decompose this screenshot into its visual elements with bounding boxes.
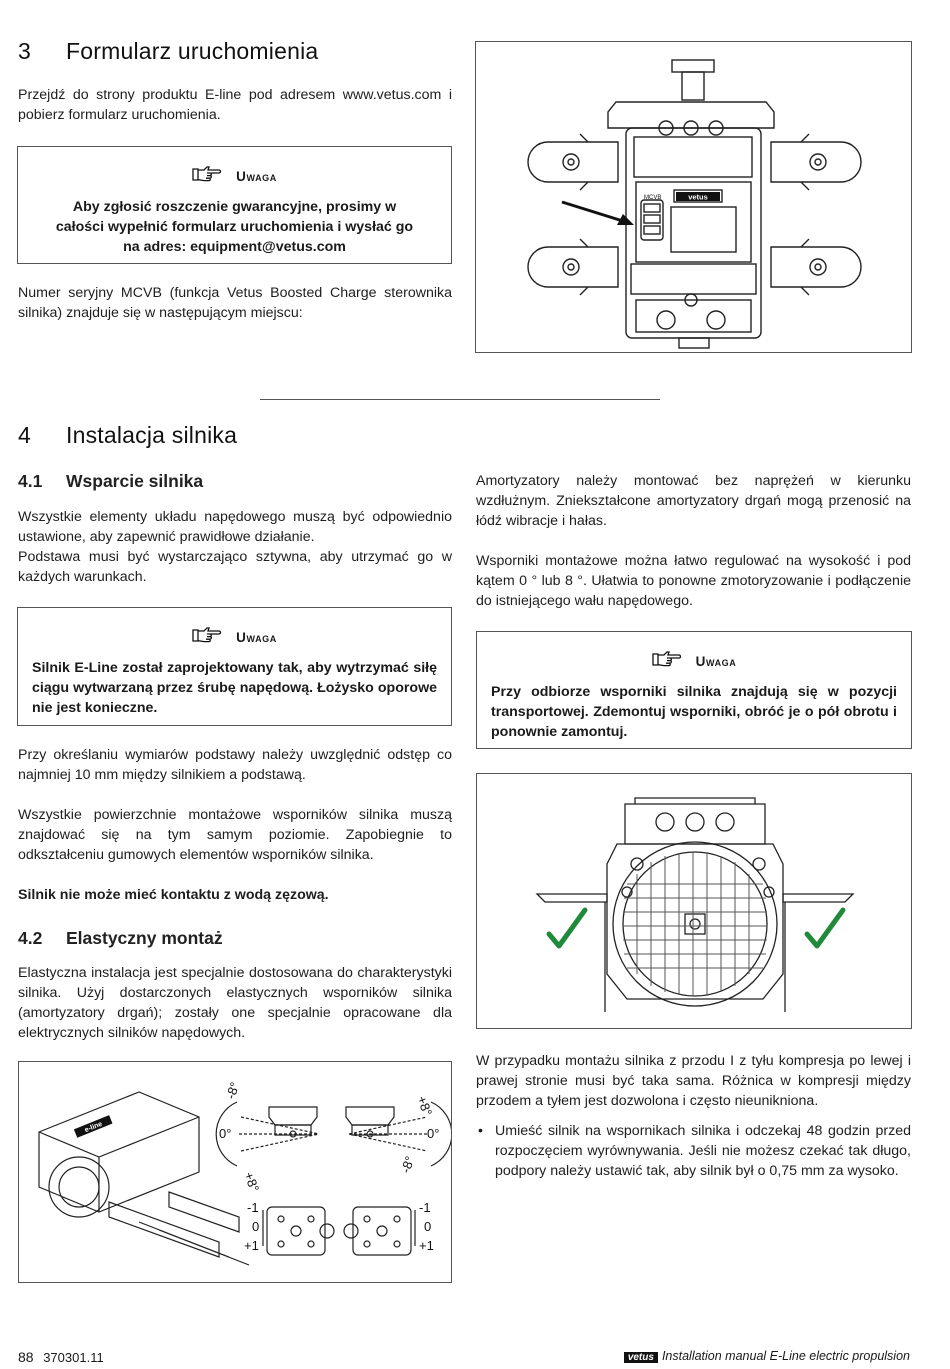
eline-badge: e-line	[83, 1120, 104, 1135]
section-3-heading	[18, 38, 318, 65]
notice-box-transport	[476, 631, 912, 749]
support-paragraph-3: Przy określaniu wymiarów podstawy należy uwzględnić odstęp co najmniej 10 mm między silnikiem a podstawą.	[18, 747, 452, 783]
angle-plus-right: +8°	[414, 1093, 436, 1118]
subsection-number: 4.2	[18, 928, 43, 948]
compression-paragraph: W przypadku montażu silnika z przodu I z tyłu kompresja po lewej i prawej stronie musi być taka sama. Różnica w kompresji między przodem a tyłem jest dozwolona i często nieunikniona.	[476, 1053, 911, 1109]
mcvb-label: MCVB	[644, 195, 662, 201]
notice-label: Uwaga	[236, 630, 277, 645]
notice-text: Aby zgłosić roszczenie gwarancyjne, prosimy w całości wypełnić formularz uruchomienia i wysłać go na adres: equipment@vetus.com	[55, 199, 414, 255]
brackets-paragraph: Wsporniki montażowe można łatwo regulować na wysokość i pod kątem 0 ° lub 8 °. Ułatwia to ponowne zmotoryzowanie i podłączenie do istniejącego wału napędowego.	[476, 553, 911, 609]
support-paragraph-1: Wszystkie elementy układu napędowego muszą być odpowiednio ustawione, aby zapewnić prawidłowe działanie.	[18, 509, 452, 545]
motor-front-drawing	[477, 774, 912, 1029]
section-number: 4	[18, 422, 31, 448]
angle-zero-right: 0°	[427, 1126, 440, 1141]
notice-box-warranty	[17, 146, 452, 264]
notice-text: Przy odbiorze wsporniki silnika znajdują się w pozycji transportowej. Zdemontuj wsporniki, obróć je o pół obrotu i ponownie zamontuj.	[491, 684, 897, 740]
page-number: 88	[18, 1349, 34, 1365]
section-divider	[260, 399, 660, 400]
subsection-4-1-heading	[18, 471, 203, 492]
controller-drawing	[476, 42, 912, 353]
bullet-marker: •	[478, 1123, 483, 1139]
height-minus-left: -1	[247, 1200, 259, 1215]
support-paragraph-4: Wszystkie powierzchnie montażowe wsporników silnika muszą znajdować się na tym samym poziomie. Zapobiegnie to odkształceniu gumowych elementów wsporników silnika.	[18, 807, 452, 863]
notice-header	[18, 626, 451, 648]
motor-front-figure	[476, 773, 912, 1029]
height-zero-left: 0	[252, 1219, 260, 1234]
dampers-paragraph: Amortyzatory należy montować bez naprężeń w kierunku wzdłużnym. Zniekształcone amortyzatory drgań mogą przenosić na łódź wibracje i hałas.	[476, 473, 911, 529]
mount-adjustment-drawing	[19, 1062, 452, 1283]
notice-box-thrust	[17, 607, 452, 726]
height-plus-left: +1	[244, 1238, 259, 1253]
vetus-label: vetus	[688, 192, 708, 202]
section-3-intro: Przejdź do strony produktu E-line pod adresem www.vetus.com i pobierz formularz uruchomienia.	[18, 87, 452, 123]
subsection-title: Wsparcie silnika	[66, 471, 204, 491]
height-zero-right: 0	[424, 1219, 432, 1234]
bilge-water-warning: Silnik nie może mieć kontaktu z wodą zęzową.	[18, 887, 329, 903]
brand-logo: vetus	[624, 1352, 658, 1363]
notice-header	[477, 650, 911, 672]
notice-header	[18, 165, 451, 187]
section-title: Formularz uruchomienia	[66, 38, 319, 64]
angle-zero-left: 0°	[219, 1126, 232, 1141]
subsection-number: 4.1	[18, 471, 43, 491]
section-title: Instalacja silnika	[66, 422, 238, 448]
height-plus-right: +1	[419, 1238, 434, 1253]
notice-label: Uwaga	[695, 654, 737, 669]
notice-label: Uwaga	[236, 169, 277, 184]
pointing-hand-icon	[192, 626, 222, 649]
check-icon-right	[807, 910, 843, 946]
notice-text: Silnik E-Line został zaprojektowany tak, aby wytrzymać siłę ciągu wytwarzaną przez śrubę napędową. Łożysko oporowe nie jest konieczne.	[32, 660, 437, 716]
angle-plus-left: +8°	[241, 1169, 263, 1194]
section-4-heading	[18, 422, 237, 449]
controller-figure	[475, 41, 912, 353]
pointing-hand-icon	[652, 650, 682, 673]
document-number: 370301.11	[43, 1350, 104, 1365]
footer-title	[624, 1349, 910, 1363]
serial-number-text: Numer seryjny MCVB (funkcja Vetus Boosted Charge sterownika silnika) znajduje się w następującym miejscu:	[18, 285, 452, 321]
pointing-hand-icon	[192, 165, 222, 188]
section-number: 3	[18, 38, 31, 64]
support-paragraph-2: Podstawa musi być wystarczająco sztywna, aby utrzymać go w każdych warunkach.	[18, 549, 452, 585]
flexible-mount-paragraph: Elastyczna instalacja jest specjalnie dostosowana do charakterystyki silnika. Użyj dostarczonych elastycznych wsporników silnika (amortyzatory drgań); zostały one specjalnie opracowane dla elektrycznych silników napędowych.	[18, 965, 452, 1041]
height-minus-right: -1	[419, 1200, 431, 1215]
mount-adjustment-figure	[18, 1061, 452, 1283]
angle-minus-left: -8°	[222, 1080, 243, 1102]
check-icon-left	[549, 910, 585, 946]
footer-page	[18, 1349, 104, 1365]
bullet-text: Umieść silnik na wspornikach silnika i odczekaj 48 godzin przed rozpoczęciem wyrównywania. Jeśli nie możesz czekać tak długo, podpory należy ustawić tak, aby silnik był o 0,75 mm za wysoko.	[495, 1123, 911, 1179]
subsection-4-2-heading	[18, 928, 223, 949]
subsection-title: Elastyczny montaż	[66, 928, 223, 948]
angle-minus-right: -8°	[397, 1154, 418, 1176]
manual-title: Installation manual E-Line electric propulsion	[661, 1349, 910, 1363]
